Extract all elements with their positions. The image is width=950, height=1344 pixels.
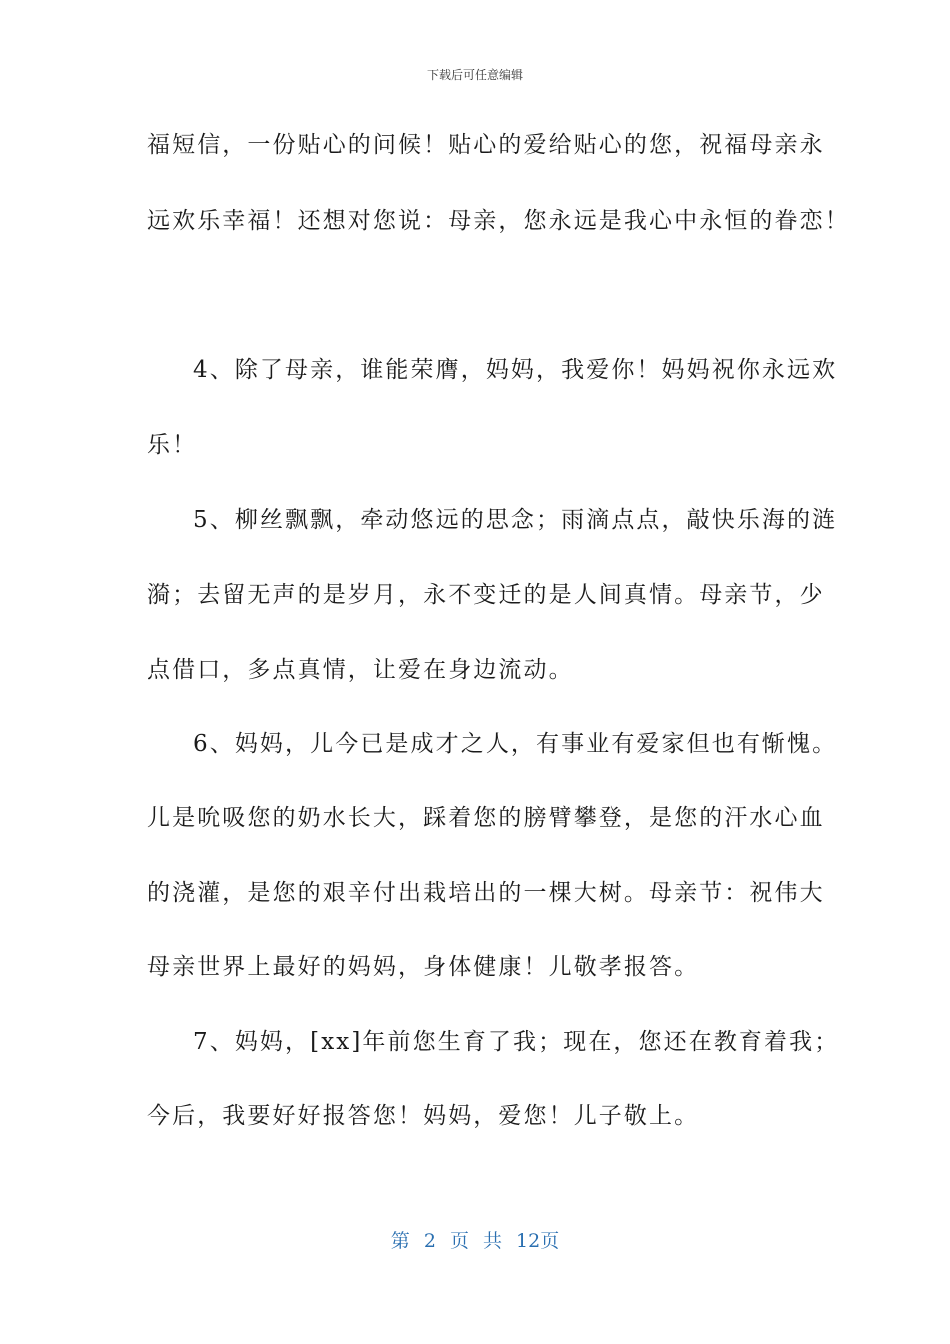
text-line: 福短信，一份贴心的问候！贴心的爱给贴心的您，祝福母亲永	[147, 132, 825, 158]
paragraph-7-start: 7、妈妈，[xx]年前您生育了我；现在，您还在教育着我；	[193, 1029, 840, 1055]
text-line: 乐！	[147, 432, 198, 458]
text-line: 母亲世界上最好的妈妈，身体健康！儿敬孝报答。	[147, 954, 700, 980]
text-line: 今后，我要好好报答您！妈妈，爱您！儿子敬上。	[147, 1103, 700, 1129]
text-line: 点借口，多点真情，让爱在身边流动。	[147, 657, 574, 683]
paragraph-4-start: 4、除了母亲，谁能荣膺，妈妈，我爱你！妈妈祝你永远欢	[193, 357, 838, 383]
text-line: 儿是吮吸您的奶水长大，踩着您的膀臂攀登，是您的汗水心血	[147, 805, 825, 831]
text-line: 远欢乐幸福！还想对您说：母亲，您永远是我心中永恒的眷恋！	[147, 208, 850, 234]
text-line: 的浇灌，是您的艰辛付出栽培出的一棵大树。母亲节：祝伟大	[147, 880, 825, 906]
paragraph-6-start: 6、妈妈，儿今已是成才之人，有事业有爱家但也有惭愧。	[193, 731, 838, 757]
paragraph-5-start: 5、柳丝飘飘，牵动悠远的思念；雨滴点点，敲快乐海的涟	[193, 507, 838, 533]
text-line: 漪；去留无声的是岁月，永不变迁的是人间真情。母亲节，少	[147, 582, 825, 608]
download-note: 下载后可任意编辑	[426, 68, 523, 82]
page-number: 第 2 页 共 12页	[390, 1230, 560, 1252]
